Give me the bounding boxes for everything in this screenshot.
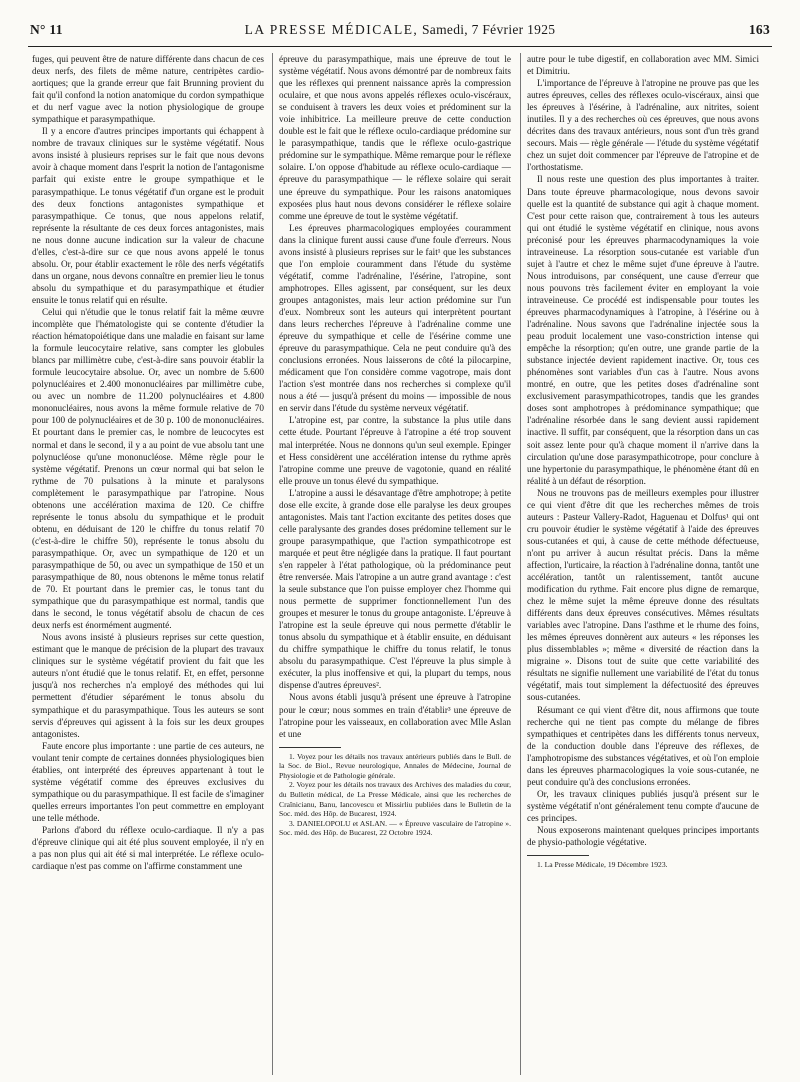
column-separator — [520, 53, 521, 1075]
issue-number: N° 11 — [30, 22, 63, 37]
text-column-2 — [279, 53, 511, 1075]
paragraph: Il nous reste une question des plus importantes à traiter. Dans toute épreuve pharmacologique, nous devons savoir quelle est la quantité de substance qui agit à chaque moment. C'est pour cette raison que, contrairement à tous les auteurs qui ont étudié le système végétatif en clinique, nous avons préconisé pour les épreuves pharmacodynamiques la voie intraveineuse. La résorption sous-cutanée est variable d'un sujet à l'autre et chez le même sujet d'une épreuve à l'autre. Nous introduisons, par conséquent, une cause d'erreur que nous pouvons très facilement éviter en employant la voie intraveineuse. Ce procédé est indispensable pour toutes les épreuves pharmacodynamiques à l'atropine, à l'ésérine ou à l'adrénaline. Nous savons que l'adrénaline injectée sous la peau produit localement une vaso-constriction intense qui empêche la résorption; qu'en outre, une grande partie de la substance injectée devient rapidement inactive. Or, tous ces phénomènes sont variables d'un cas à l'autre. Nous avons montré, en outre, que les petites doses d'adrénaline sont exclusivement parasympathicotropes, tandis que les grandes doses sont amphotropes à prédominance sympathique; que l'adrénaline résorbée dans le sang devient aussi rapidement inactive. Il suffit, par conséquent, que la résorption dans un cas soit assez lente pour qu'à chaque moment il n'arrive dans la circulation qu'une dose parasympathicotrope, pour conclure à une hypertonie du parasympathique, le phénomène étant dû en réalité à un défaut de résorption. — [527, 174, 759, 486]
paragraph: Celui qui n'étudie que le tonus relatif fait la même œuvre incomplète que l'hématologiste qui se contente d'étudier la réaction hématopoiétique dans une maladie en faisant sur lame la formule leucocytaire relative, sans compter les globules blancs par millimètre cube, c'est-à-dire sans pouvoir établir la formule leucocytaire absolue. Or, avec un nombre de 5.600 polynucléaires et 2.400 mononucléaires par millimètre cube, ou avec un nombre de 11.200 polynucléaires et 4.800 mononucléaires, nous avons la même formule relative de 70 pour 100 de polynucléaires et de 30 p. 100 de mononucléaires. Et pourtant dans le premier cas, le nombre de leucocytes est normal et dans le second, il y a au point de vue absolu tant une polynucléose qu'une mononucléose. Même règle pour le système végétatif. Prenons un cœur normal qui bat selon le rythme de 70 pulsations à la minute et paralysons complètement le parasympathique par l'atropine. Nous obtenons une accélération maxima de 120. Ce chiffre représente le tonus absolu du sympathique et le produit obtenu, en déduisant de 120 le chiffre du tonus relatif 70 (c'est-à-dire le chiffre 50), représente le tonus absolu du parasympathique. Or, avec un sympathique de 120 et un parasympathique de 50, ou avec un sympathique de 150 et un parasympathique de 80, nous obtenons le même tonus relatif de 70. Et pourtant dans le premier cas, le tonus tant du sympathique que du parasympathique est normal, tandis que dans le second, le tonus végétatif absolu de chacun de ces deux nerfs est énormément augmenté. — [32, 306, 264, 631]
paragraph: autre pour le tube digestif, en collaboration avec MM. Simici et Dimitriu. — [527, 54, 759, 77]
paragraph: épreuve du parasympathique, mais une épreuve de tout le système végétatif. Nous avons démontré par de nombreux faits que les réflexes qui prennent naissance après la compression oculaire, et que nous avons appelés réflexes oculo-viscéraux, se conduisent à travers les deux voies et prédominent sur la voie inhibitrice. La meilleure preuve de cette conduction double est le fait que le réflexe oculo-cardiaque prédomine sur le parasympathique, tandis que le réflexe oculo-gastrique prédomine sur le sympathique. Même remarque pour le réflexe solaire. L'on oppose d'habitude au réflexe oculo-cardiaque — épreuve du parasympathique — le réflexe solaire qui serait une épreuve du sympathique. Pour les raisons anatomiques exposées plus haut nous devons considérer le réflexe solaire comme une épreuve de tout le système végétatif. — [279, 54, 511, 221]
paragraph: Or, les travaux cliniques publiés jusqu'à présent sur le système végétatif n'ont généralement tenu compte d'aucune de ces principes. — [527, 788, 759, 823]
paragraph: fuges, qui peuvent être de nature différente dans chacun de ces deux nerfs, des filets de même nature, centripètes cardio-aortiques; que la grande erreur que fait Brunning provient du fait qu'il confond la notion anatomique du cordon sympathique et du nerf vague avec la notion physiologique de groupe sympathique et parasympathique. — [32, 54, 264, 125]
footnote-rule — [279, 747, 341, 748]
text-column-1 — [32, 53, 264, 1075]
paragraph: Les épreuves pharmacologiques employées couramment dans la clinique furent aussi cause d'une foule d'erreurs. Nous avons insisté à plusieurs reprises sur le fait¹ que les substances que l'on emploie couramment dans l'étude du système végétatif, comme l'adrénaline, l'ésérine, l'atropine, sont amphotropes. Elles agissent, par conséquent, sur les deux groupes antagonistes, mais leur action prédomine sur l'un d'eux. Nombreux sont les auteurs qui interprètent pourtant dans leurs recherches l'épreuve à l'adrénaline comme une épreuve du sympathique et celle de l'ésérine comme une épreuve du parasympathique. Cela ne peut conduire qu'à des conclusions erronées. Nous laisserons de côté la pilocarpine, médicament que l'on considère comme vagotrope, mais dont l'action s'est montrée dans nos recherches si complexe qu'il nous a été — jusqu'à présent du moins — impossible de nous en servir dans l'étude du système nerveux végétatif. — [279, 222, 511, 414]
paragraph: L'importance de l'épreuve à l'atropine ne prouve pas que les autres épreuves, celles des réflexes oculo-viscéraux, ainsi que les épreuves à l'ésérine, à l'adrénaline, aux nitrites, soient inutiles. Il y a des recherches où ces épreuves, que nous avons décrites dans des travaux antérieurs, nous sont d'un très grand secours. Mais — règle générale — l'étude du système végétatif chez un sujet doit commencer par l'épreuve de l'atropine et de l'orthostatisme. — [527, 78, 759, 173]
paragraph: Nous exposerons maintenant quelques principes importants de physio-pathologie végétative. — [527, 825, 759, 848]
page-header — [30, 22, 770, 42]
paragraph: Parlons d'abord du réflexe oculo-cardiaque. Il n'y a pas d'épreuve clinique qui ait été plus souvent employée, il n'y en a pas non plus qui ait été si mal interprétée. Le réflexe oculo-cardiaque n'est pas comme on l'affirme constamment une — [32, 825, 264, 872]
paragraph: L'atropine est, par contre, la substance la plus utile dans cette étude. Pourtant l'épreuve à l'atropine a été trop souvent mal interprétée. Nous ne donnons qu'un seul exemple. Epinger et Hess considèrent une accélération intense du rythme après l'atropine comme une preuve de vagotonie, quand en réalité elle prouve un tonus élevé du sympathique. — [279, 415, 511, 486]
paragraph: Nous avons établi jusqu'à présent une épreuve à l'atropine pour le cœur; nous sommes en train d'établir³ une épreuve de l'atropine pour les vaisseaux, en collaboration avec Mlle Aslan et une — [279, 692, 511, 739]
publication-date: Samedi, 7 Février 1925 — [422, 22, 556, 37]
column-separator — [272, 53, 273, 1075]
paragraph: Résumant ce qui vient d'être dit, nous affirmons que toute recherche qui ne tient pas compte du mélange de fibres sympathiques et centripètes dans les différents tonus nerveux, de la conduction double dans l'épreuve des réflexes, de l'amphotropisme des substances végétatives, et où l'on emploie dans les épreuves pharmacologiques la voie sous-cutanée, ne peut conduire qu'à des conclusions erronées. — [527, 704, 759, 787]
page-number: 163 — [748, 22, 770, 37]
footnote: 1. Voyez pour les détails nos travaux antérieurs publiés dans le Bull. de la Soc. de Biol., Revue neurologique, Annales de Médecine, Journal de Physiologie et de Pathologie générale. — [279, 751, 511, 780]
paragraph: Nous ne trouvons pas de meilleurs exemples pour illustrer ce qui vient d'être dit que les recherches mêmes de trois auteurs : Pasteur Vallery-Radot, Haguenau et Dolfus¹ qui ont cru pouvoir étudier le système végétatif à l'aide des épreuves sous-cutanées et qui, à cause de cette méthode défectueuse, n'ont pu arriver à aucun résultat précis. Dans la même affection, l'urticaire, la réaction à l'adrénaline donna, tantôt une accélération, tantôt un ralentissement, tantôt aucune modification du rythme. Fait encore plus digne de remarque, chez le même sujet la même épreuve donne des résultats différents dans deux épreuves consécutives. Mêmes résultats variables avec l'atropine. Dans l'asthme et le rhume des foins, les mêmes épreuves donnèrent aux auteurs « les réponses les plus dissemblables »; même « diversité de réaction dans la migraine ». Disons tout de suite que cette variabilité des résultats ne signifie nullement une variabilité de l'état du tonus végétatif, mais tout simplement la défectuosité des épreuves sous-cutanées. — [527, 487, 759, 703]
footnote: 2. Voyez pour les détails nos travaux des Archives des maladies du cœur, du Bulletin médical, de La Presse Médicale, ainsi que les recherches de Craînicianu, Banu, Iancovescu et Missirliu publiées dans le Bulletin de la Soc. méd. des Hôp. de Bucarest, 1924. — [279, 780, 511, 819]
text-column-3 — [527, 53, 759, 1075]
paragraph: Nous avons insisté à plusieurs reprises sur cette question, estimant que le manque de précision de la plupart des travaux cliniques sur le système végétatif provient du fait que les auteurs n'ont étudié que le tonus relatif. Et, en effet, personne jusqu'à nos recherches n'a employé des méthodes qui lui permettent d'étudier séparément le tonus absolu du sympathique et du parasympathique. Tous les auteurs se sont servis d'épreuves qui agissent à la fois sur les deux groupes antagonistes. — [32, 632, 264, 739]
footnote-rule — [527, 855, 589, 856]
paragraph: Faute encore plus importante : une partie de ces auteurs, ne voulant tenir compte de certaines données physiologiques bien établies, ont interprété des épreuves appartenant à tout le système végétatif comme des épreuves exclusives du sympathique ou du parasympathique. Il est facile de s'imaginer quelles erreurs importantes l'on peut commettre en employant une telle méthode. — [32, 740, 264, 823]
paragraph: L'atropine a aussi le désavantage d'être amphotrope; à petite dose elle excite, à grande dose elle paralyse les deux groupes antagonistes. Mais tant l'action excitante des petites doses que celle paralysante des grandes doses prédomine tellement sur le groupe parasympathique, que l'action sympathicotrope est marquée et peut être négligée dans la pratique. Il faut pourtant s'en rappeler à l'état pathologique, où la prédominance peut être renversée. Mais l'atropine a un autre grand avantage : c'est la seule substance que l'on puisse employer chez l'homme qui nous permette de supprimer fonctionnellement l'un des groupes et mesurer le tonus du groupe antagoniste. L'épreuve à l'atropine est la seule épreuve qui nous permette d'établir le tonus absolu du sympathique et à établir ensuite, en déduisant du chiffre sympathique le chiffre du tonus relatif, le tonus absolu du parasympathique. C'est l'épreuve la plus simple à exécuter, la plus inoffensive et qui, la plupart du temps, nous dispense d'autres épreuves². — [279, 487, 511, 691]
publication-name: LA PRESSE MÉDICALE, — [244, 22, 419, 37]
footnote: 1. La Presse Médicale, 19 Décembre 1923. — [537, 860, 668, 870]
running-title — [30, 22, 770, 38]
paragraph: Il y a encore d'autres principes importants qui échappent à nombre de travaux cliniques sur le système végétatif. Nous avons insisté à plusieurs reprises sur le fait que nous devons avoir à chaque moment dans l'esprit la notion de l'antagonisme parfait qui existe entre le groupe sympathique et le parasympathique. Le tonus végétatif d'un organe est le produit des deux fonctions antagonistes sympathique et parasympathique. Ce tonus, que nous appelons relatif, représente la résultante de ces deux forces antagonistes, mais ne nous donne aucune indication sur la valeur de chacune d'elles, c'est-à-dire sur ce que nous avons appelé le tonus absolu. Or, pour établir exactement le rôle des nerfs végétatifs dans un organe, nous devons connaître en premier lieu le tonus absolu du sympathique et du parasympathique et étudier ensuite le tonus relatif qui en résulte. — [32, 126, 264, 305]
header-rule — [28, 46, 772, 47]
footnote: 3. DANIELOPOLU et ASLAN. — « Épreuve vasculaire de l'atropine ». Soc. méd. des Hôp. de Bucarest, 22 Octobre 1924. — [279, 818, 511, 838]
